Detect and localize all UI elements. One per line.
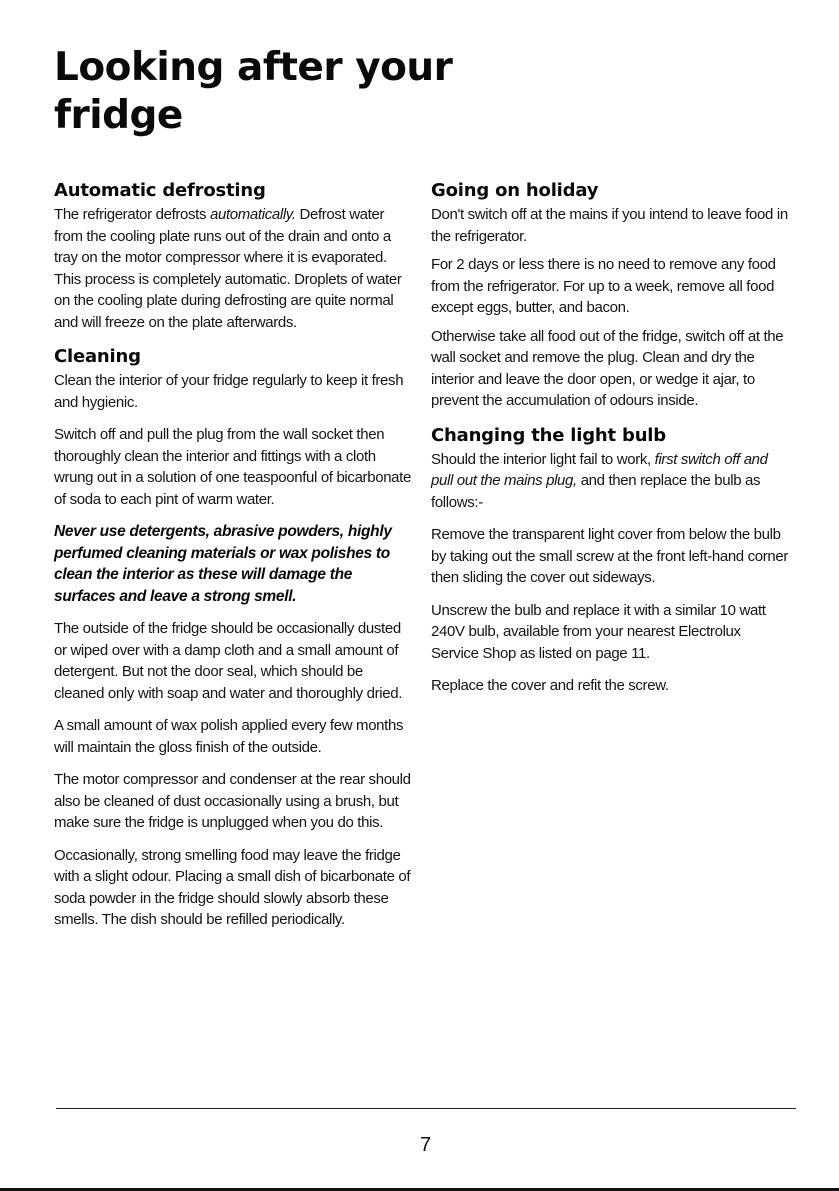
- cleaning-paragraph-6: Occasionally, strong smelling food may leave the fridge with a slight odour. Placing a small dish of bicarbonate of soda powder in the fridge should slowly absorb these smells. The dish should be refilled periodically.: [54, 846, 411, 928]
- changing-light-bulb-section: [431, 423, 791, 697]
- left-column: [54, 178, 416, 942]
- holiday-paragraph-2: For 2 days or less there is no need to remove any food from the refrigerator. For up to a week, remove all food except eggs, butter, and bacon.: [431, 256, 776, 316]
- automatic-defrosting-section: [54, 178, 416, 333]
- going-on-holiday-section: [431, 178, 791, 412]
- bulb-paragraph-1: [431, 449, 791, 514]
- bulb-text-rest: and then replace the bulb as follows:-: [431, 472, 761, 511]
- bulb-text-start: Should the interior light fail to work,: [431, 450, 655, 468]
- bulb-emphasis: first switch off and pull out the mains plug,: [431, 450, 768, 489]
- holiday-paragraph-3: Otherwise take all food out of the fridge, switch off at the wall socket and remove the plug. Clean and dry the interior and leave the door open, or wedge it ajar, to prevent the accumulation of odours inside.: [431, 327, 784, 409]
- page-number: [0, 1134, 839, 1157]
- cleaning-warning: Never use detergents, abrasive powders, highly perfumed cleaning materials or wax polishes to clean the interior as these will damage the surfaces and leave a strong smell.: [54, 523, 392, 605]
- holiday-paragraph-1: Don't switch off at the mains if you intend to leave food in the refrigerator.: [431, 206, 788, 245]
- cleaning-paragraph-4: A small amount of wax polish applied every few months will maintain the gloss finish of the outside.: [54, 717, 404, 756]
- page-number-text: 7: [419, 1134, 432, 1156]
- cleaning-paragraph-5: The motor compressor and condenser at the rear should also be cleaned of dust occasionally using a brush, but make sure the fridge is unplugged when you do this.: [54, 771, 411, 831]
- defrost-text-rest: Defrost water from the cooling plate runs out of the drain and onto a tray on the motor compressor where it is evaporated. This process is completely automatic. Droplets of water on the cooling plate during defrosting are quite normal and will freeze on the plate afterwards.: [54, 206, 402, 331]
- cleaning-paragraph-1: Clean the interior of your fridge regularly to keep it fresh and hygienic.: [54, 372, 404, 411]
- footer-divider: [56, 1108, 796, 1109]
- cleaning-section: [54, 344, 416, 931]
- automatic-defrosting-heading: Automatic defrosting: [54, 180, 266, 201]
- defrost-text-start: The refrigerator defrosts: [54, 206, 210, 223]
- bulb-paragraph-3: Unscrew the bulb and replace it with a similar 10 watt 240V bulb, available from your nearest Electrolux Service Shop as listed on page 11.: [431, 601, 766, 662]
- right-column: [431, 178, 791, 708]
- defrost-emphasis: automatically.: [209, 206, 296, 223]
- automatic-defrosting-paragraph: [54, 204, 416, 333]
- bulb-paragraph-4: Replace the cover and refit the screw.: [431, 677, 669, 694]
- page-title: [54, 44, 452, 140]
- cleaning-paragraph-3: The outside of the fridge should be occasionally dusted or wiped over with a damp cloth and a small amount of detergent. But not the door seal, which should be cleaned only with soap and water and thoroughly dried.: [54, 620, 403, 702]
- going-on-holiday-heading: Going on holiday: [431, 180, 599, 201]
- page-title-line-2: fridge: [54, 93, 183, 138]
- bulb-paragraph-2: Remove the transparent light cover from below the bulb by taking out the small screw at the front left-hand corner then sliding the cover out sideways.: [431, 526, 789, 586]
- cleaning-heading: Cleaning: [54, 346, 141, 367]
- cleaning-paragraph-2: Switch off and pull the plug from the wall socket then thoroughly clean the interior and fittings with a cloth wrung out in a solution of one teaspoonful of bicarbonate of soda to each pint of warm water.: [54, 426, 411, 508]
- changing-light-bulb-heading: Changing the light bulb: [431, 424, 666, 446]
- page-title-line-1: Looking after your: [54, 45, 453, 90]
